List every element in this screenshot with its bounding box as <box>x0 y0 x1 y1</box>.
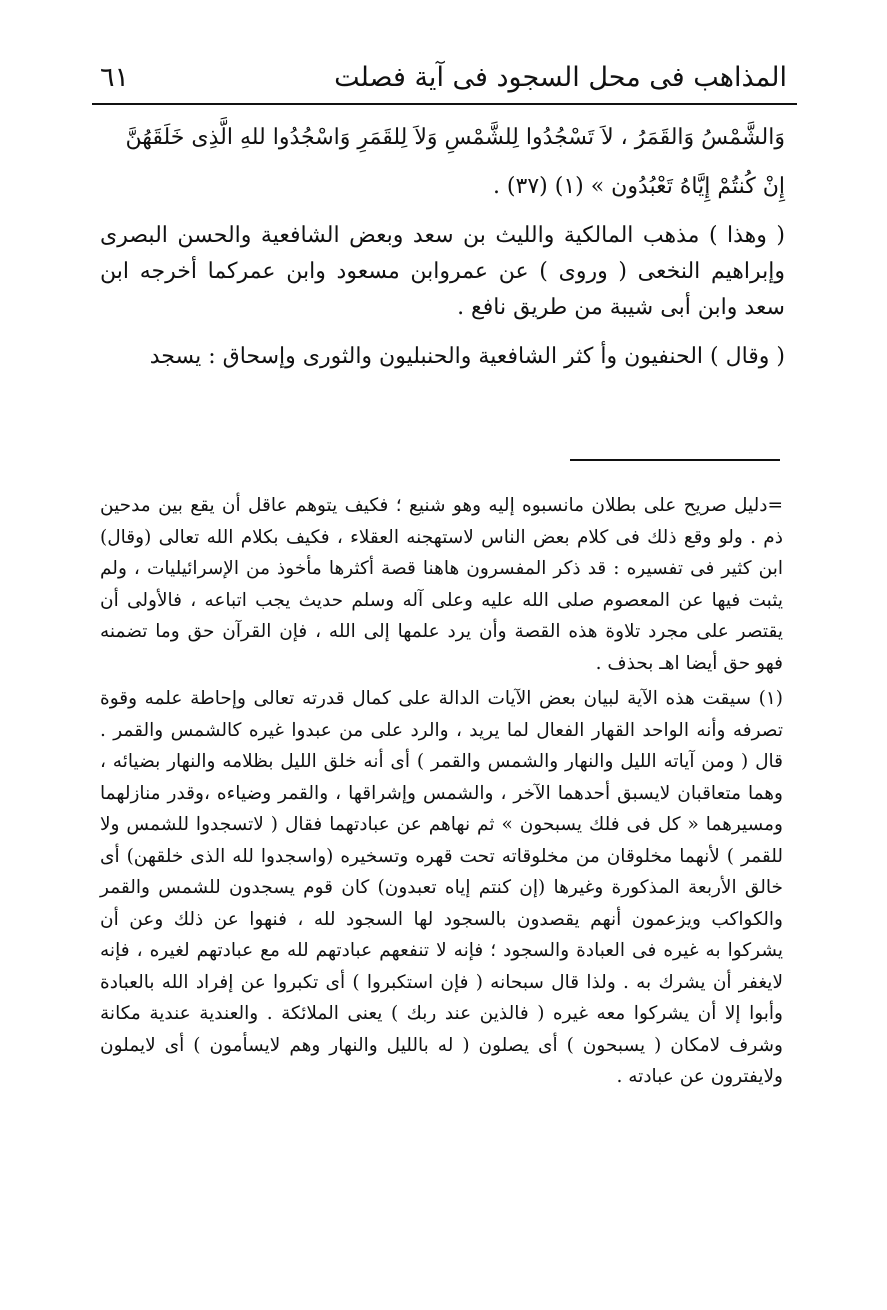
header-rule <box>92 103 797 105</box>
page-header <box>100 52 787 98</box>
paragraph-hanafi-opinion: ( وقال ) الحنفيون وأ كثر الشافعية والحنبليون والثورى وإسحاق : يسجد <box>149 344 785 369</box>
paragraph-maliki-opinion: ( وهذا ) مذهب المالكية والليث بن سعد وبعض الشافعية والحسن البصرى وإبراهيم النخعى ( وروى ) عن عمروابن مسعود وابن عمركما أخرجه ابن سعد وابن أبى شيبة من طريق نافع . <box>100 223 785 320</box>
footnote-1: (١) سيقت هذه الآية لبيان بعض الآيات الدالة على كمال قدرته تعالى وإحاطة علمه وقوة تصرفه وأنه الواحد القهار الفعال لما يريد ، والرد على من عبدوا غيره كالشمس والقمر . قال ( ومن آياته الليل والنهار والشمس والقمر ) أى أنه خلق الليل بظلامه والنهار بضيائه ، وهما متعاقبان لايسبق أحدهما الآخر ، والشمس وإشراقها ، والقمر وضياءه ،وقدر منازلهما ومسيرهما « كل فى فلك يسبحون » ثم نهاهم عن عبادتهما فقال ( لاتسجدوا للشمس ولا للقمر ) لأنهما مخلوقان من مخلوقاته تحت قهره وتسخيره (واسجدوا لله الذى خلقهن) أى خالق الأربعة المذكورة وغيرها (إن كنتم إياه تعبدون) كان قوم يسجدون للشمس والقمر والكواكب ويزعمون أنهم يقصدون بالسجود لها السجود لله ، فنهوا عن ذلك وعن أن يشركوا به غيره فى العبادة والسجود ؛ فإنه لا تنفعهم عبادتهم لله مع عبادتهم لغيره ، فإنه لايغفر أن يشرك به . ولذا قال سبحانه ( فإن استكبروا ) أى تكبروا عن إفراد الله بالعبادة وأبوا إلا أن يشركوا معه غيره ( فالذين عند ربك ) يعنى الملائكة . والعندية عندية مكانة وشرف لامكان ( يسبحون ) أى يصلون ( له بالليل والنهار وهم لايسأمون ) أى لايملون ولايفترون عن عبادته . <box>100 688 783 1087</box>
footnote-continuation: =دليل صريح على بطلان مانسبوه إليه وهو شنيع ؛ فكيف يتوهم عاقل أن يقع بين مدحين ذم . ولو وقع ذلك فى كلام بعض الناس لاستهجنه العقلاء ، فكيف بكلام الله تعالى (وقال) ابن كثير فى تفسيره : قد ذكر المفسرون هاهنا قصة أكثرها مأخوذ من الإسرائيليات ، ولم يثبت فيها عن المعصوم صلى الله عليه وعلى آله وسلم حديث يجب اتباعه ، فالأولى أن يقتصر على مجرد تلاوة هذه القصة وأن يرد علمها إلى الله ، فإن القرآن حق وما تضمنه فهو حق أيضا اهـ بحذف . <box>100 495 783 674</box>
main-text <box>100 120 785 388</box>
footnotes <box>100 490 783 1097</box>
page-number: ٦١ <box>100 62 130 93</box>
quran-verse-line-2: إِنْ كُنتُمْ إِيَّاهُ تَعْبُدُون » (١) (٣٧) . <box>492 174 785 199</box>
footnote-separator <box>570 459 780 461</box>
quran-verse-line-1: وَالشَّمْسُ وَالقَمَرُ ، لاَ تَسْجُدُوا لِلشَّمْسِ وَلاَ لِلقَمَرِ وَاسْجُدُوا للهِ الَّذِى خَلَقَهُنَّ <box>125 125 785 150</box>
running-title: المذاهب فى محل السجود فى آية فصلت <box>334 62 787 93</box>
